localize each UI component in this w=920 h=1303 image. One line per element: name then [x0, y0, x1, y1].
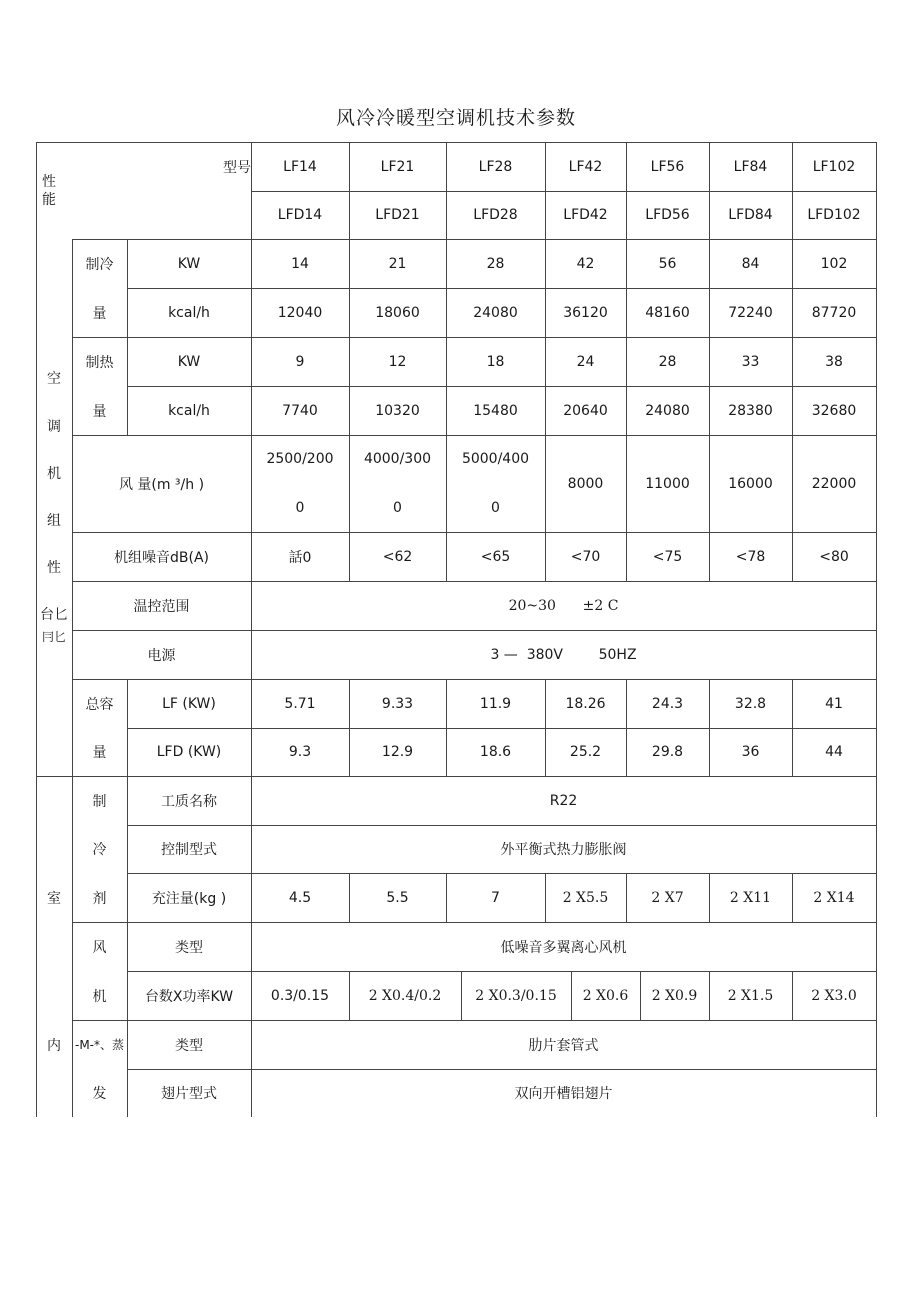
noise-value: <65: [480, 548, 511, 565]
airflow-value-top: 5000/400: [461, 451, 530, 468]
fin-type-label: 翅片型式: [161, 1086, 217, 1102]
fan-label-char: 风: [92, 939, 107, 956]
cooling-kcal-value: 72240: [728, 304, 773, 321]
fan-count-value: 0.3/0.15: [270, 987, 330, 1004]
airflow-value-top: 2500/200: [266, 451, 334, 468]
noise-value: <70: [570, 548, 601, 565]
medium-label: 工质名称: [161, 793, 217, 810]
airflow-value-bottom: 0: [393, 499, 402, 516]
unit-section-label-char: 空: [47, 371, 61, 387]
fan-count-value: 2 X0.9: [651, 987, 698, 1004]
capacity-label-bottom: 量: [92, 745, 107, 761]
cooling-kw-value: 14: [291, 255, 309, 272]
heating-kw-value: 9: [295, 353, 305, 370]
model-lf-header: LF56: [650, 158, 685, 175]
noise-value: <62: [382, 548, 413, 565]
fan-count-value: 2 X3.0: [811, 987, 857, 1004]
heating-label-bottom: 量: [92, 403, 107, 420]
airflow-value-bottom: 0: [491, 499, 500, 516]
heating-kcal-value: 15480: [473, 402, 518, 419]
cooling-kw-value: 84: [741, 255, 760, 272]
heating-kcal-value: 24080: [645, 402, 690, 419]
cooling-kw-value: 56: [658, 255, 677, 272]
heating-kw-value: 28: [658, 353, 677, 370]
evaporator-label-top: -M-*、蒸: [74, 1038, 124, 1052]
capacity-lf-value: 18.26: [565, 695, 606, 712]
noise-value: <80: [819, 548, 849, 565]
page-title: 风冷冷暖型空调机技术参数: [335, 107, 576, 129]
charge-value: 7: [491, 889, 500, 906]
charge-value: 2 X5.5: [562, 889, 609, 906]
heating-kcal-unit: kcal/h: [168, 402, 210, 419]
noise-label: 机组噪音dB(A): [114, 549, 209, 566]
heating-kw-value: 33: [741, 353, 760, 370]
model-lf-header: LF84: [733, 158, 768, 175]
evaporator-label-bottom: 发: [92, 1086, 107, 1102]
model-lf-header: LF14: [283, 158, 317, 175]
refrigerant-label-char: 冷: [92, 842, 107, 858]
heating-kw-value: 12: [388, 353, 407, 370]
charge-value: 2 X11: [729, 889, 772, 906]
heating-kcal-value: 28380: [728, 402, 773, 419]
model-lfd-header: LFD28: [473, 207, 518, 223]
grid-line: [876, 142, 877, 1117]
fan-type-value: 低噪音多翼离心风机: [500, 939, 627, 956]
noise-value: <78: [735, 548, 766, 565]
capacity-lf-value: 24.3: [651, 695, 684, 712]
indoor-section-label-char: 内: [47, 1037, 61, 1054]
cooling-kcal-value: 18060: [375, 304, 420, 321]
airflow-label: 风 量(m ³/h ): [118, 476, 205, 493]
fan-label-char: 机: [92, 988, 107, 1005]
heating-kw-value: 18: [486, 353, 505, 370]
unit-section-label-char: 组: [47, 513, 61, 529]
charge-value: 4.5: [288, 889, 312, 906]
fin-type-value: 双向开槽铝翅片: [514, 1086, 613, 1102]
heating-kw-value: 24: [576, 353, 595, 370]
refrigerant-label-char: 制: [92, 793, 107, 810]
capacity-lf-value: 41: [825, 695, 843, 712]
fan-count-value: 2 X1.5: [727, 987, 774, 1004]
cooling-kcal-value: 87720: [811, 304, 857, 321]
capacity-lf-value: 11.9: [479, 695, 512, 712]
heating-label-top: 制热: [85, 354, 114, 371]
evaporator-type-value: 肋片套管式: [528, 1037, 599, 1054]
temp-range-label: 温控范围: [133, 598, 190, 615]
capacity-lfd-value: 44: [825, 744, 843, 760]
cooling-kcal-value: 48160: [645, 304, 690, 321]
performance-header-label: 性 能: [42, 173, 56, 208]
cooling-kcal-value: 24080: [473, 304, 518, 321]
model-lf-header: LF42: [568, 158, 603, 175]
fan-count-value: 2 X0.4/0.2: [368, 987, 442, 1004]
capacity-lf-value: 5.71: [284, 695, 316, 712]
heating-kcal-value: 20640: [563, 402, 608, 419]
power-label: 电源: [147, 647, 176, 664]
power-value: 3 — 380V 50HZ: [490, 646, 637, 663]
model-lfd-header: LFD14: [277, 207, 323, 223]
indoor-section-label-char: 室: [47, 890, 61, 907]
cooling-kw-value: 42: [576, 255, 595, 272]
charge-label: 充注量(kg ): [151, 890, 227, 907]
charge-value: 5.5: [386, 889, 409, 906]
airflow-value: 8000: [567, 475, 604, 492]
heating-kw-value: 38: [825, 353, 843, 370]
refrigerant-label-char: 剂: [92, 890, 107, 907]
cooling-kcal-value: 12040: [277, 304, 323, 321]
noise-value: 話0: [288, 549, 312, 566]
unit-section-label-char: 冃匕: [41, 629, 66, 644]
model-lfd-header: LFD56: [645, 207, 690, 223]
airflow-value-bottom: 0: [295, 499, 305, 516]
unit-section-label-char: 机: [47, 466, 61, 482]
capacity-lf-value: 32.8: [734, 695, 767, 712]
temp-range-value: 20~30 ±2 C: [508, 597, 619, 614]
model-lfd-header: LFD21: [375, 207, 420, 223]
unit-section-label-char: 性: [47, 560, 61, 576]
control-label: 控制型式: [161, 842, 217, 858]
airflow-value: 22000: [811, 475, 857, 492]
cooling-kcal-unit: kcal/h: [168, 304, 210, 321]
cooling-kcal-value: 36120: [563, 304, 608, 321]
cooling-label-top: 制冷: [85, 256, 114, 273]
charge-value: 2 X7: [651, 889, 684, 906]
noise-value: <75: [652, 548, 683, 565]
model-lfd-header: LFD102: [807, 207, 861, 223]
capacity-lf-label: LF (KW): [162, 695, 216, 712]
model-lf-header: LF28: [478, 158, 513, 175]
charge-value: 2 X14: [813, 889, 855, 906]
capacity-label-top: 总容: [85, 696, 114, 713]
capacity-lfd-value: 36: [741, 744, 760, 760]
capacity-lfd-label: LFD (KW): [156, 744, 222, 760]
fan-count-value: 2 X0.6: [582, 987, 629, 1004]
capacity-lfd-value: 12.9: [381, 744, 414, 760]
capacity-lfd-value: 9.3: [288, 744, 312, 760]
cooling-kw-value: 21: [388, 255, 407, 272]
model-lf-header: LF21: [380, 158, 415, 175]
capacity-lfd-value: 25.2: [569, 744, 602, 760]
cooling-kw-value: 28: [486, 255, 505, 272]
heating-kcal-value: 32680: [811, 402, 857, 419]
model-lfd-header: LFD42: [563, 207, 608, 223]
unit-section-label-char: 台匕: [40, 607, 68, 623]
cooling-kw-unit: KW: [177, 255, 201, 272]
heating-kcal-value: 10320: [375, 402, 420, 419]
cooling-label-bottom: 量: [92, 305, 107, 322]
heating-kcal-value: 7740: [282, 402, 318, 419]
model-header-label: 型号: [223, 159, 251, 176]
capacity-lfd-value: 18.6: [479, 744, 512, 760]
control-value: 外平衡式热力膨胀阀: [500, 842, 627, 858]
airflow-value-top: 4000/300: [363, 451, 432, 468]
capacity-lfd-value: 29.8: [651, 744, 684, 760]
heating-kw-unit: KW: [177, 353, 201, 370]
airflow-value: 11000: [645, 475, 690, 492]
unit-section-label-char: 调: [47, 419, 61, 435]
cooling-kw-value: 102: [820, 255, 848, 272]
medium-value: R22: [549, 792, 578, 809]
model-lf-header: LF102: [812, 158, 856, 175]
fan-type-label: 类型: [175, 939, 203, 956]
capacity-lf-value: 9.33: [381, 695, 414, 712]
evaporator-type-label: 类型: [175, 1037, 203, 1054]
fan-count-label: 台数X功率KW: [144, 988, 234, 1005]
fan-count-value: 2 X0.3/0.15: [475, 987, 557, 1004]
model-lfd-header: LFD84: [728, 207, 773, 223]
airflow-value: 16000: [728, 475, 773, 492]
